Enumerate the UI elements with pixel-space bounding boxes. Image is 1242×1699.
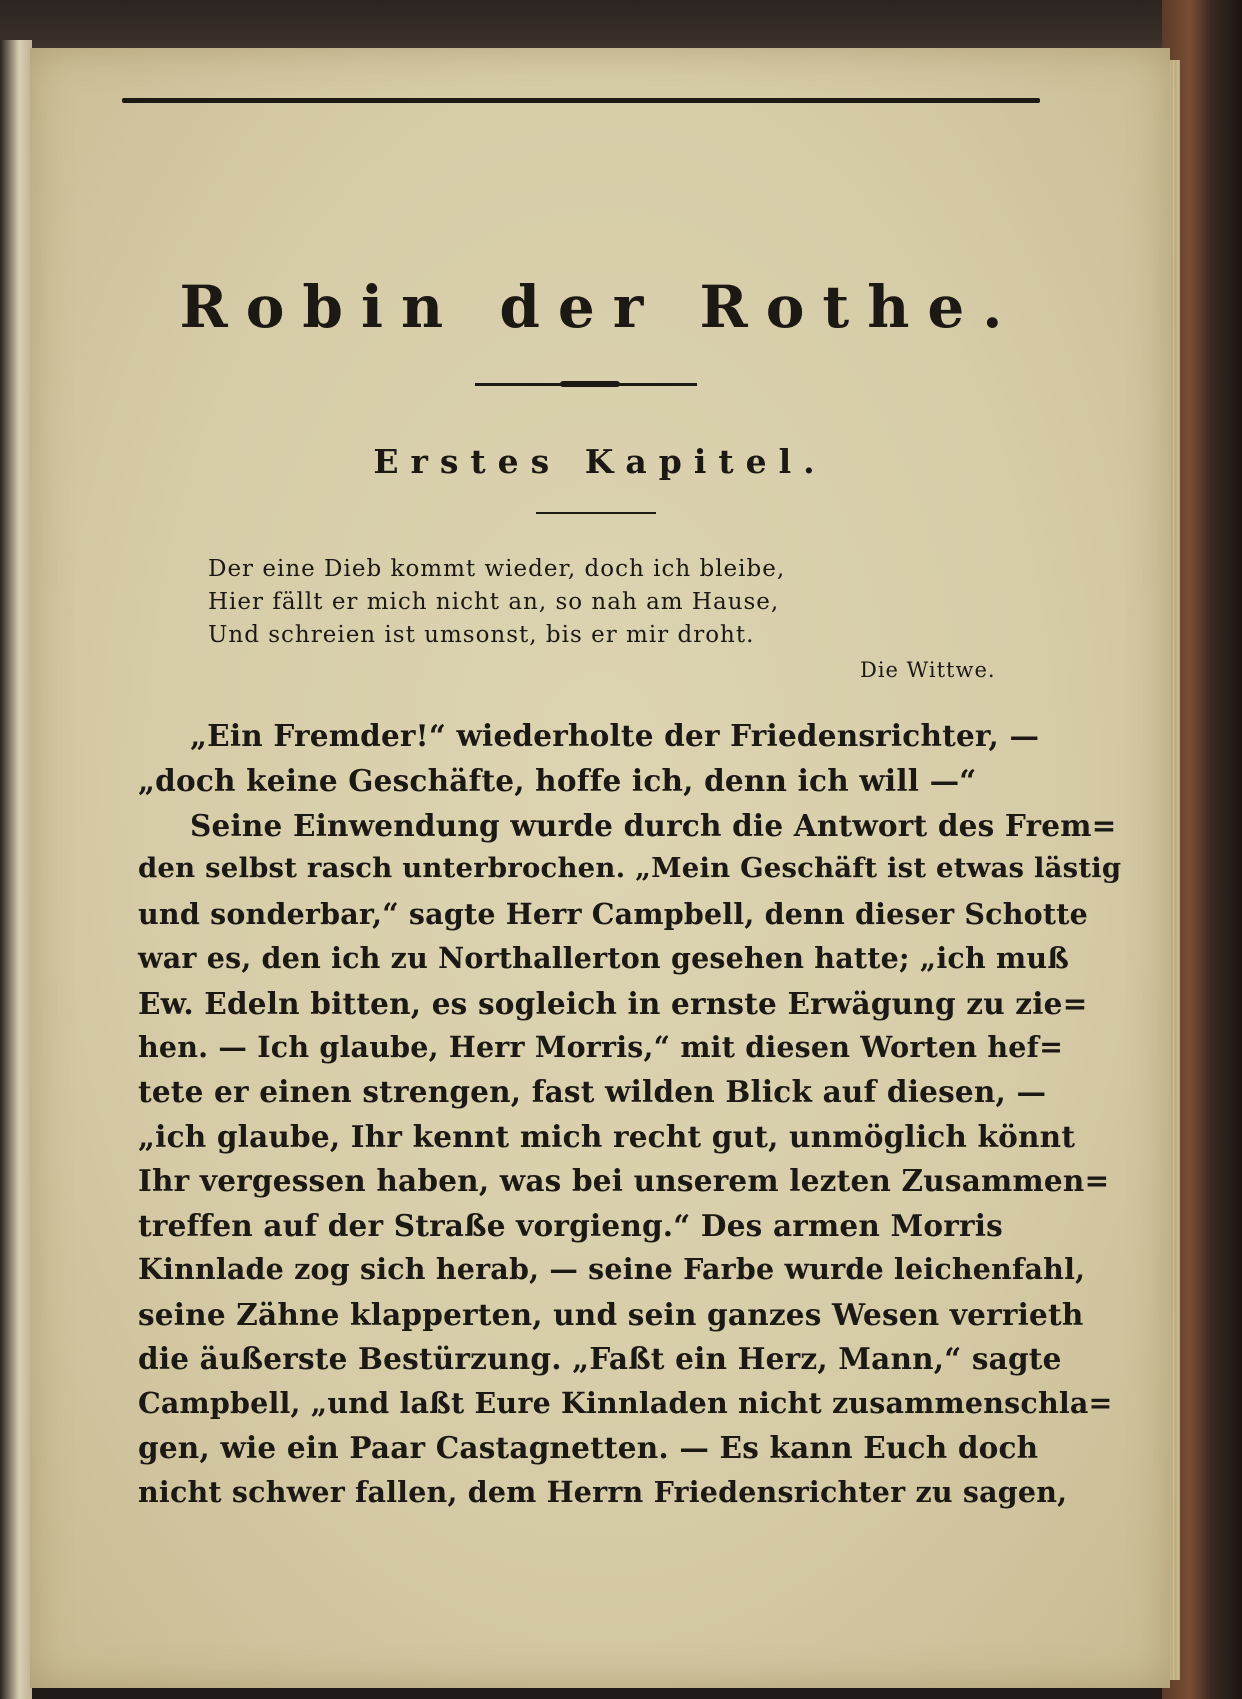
title-divider-ornament xyxy=(560,381,620,387)
chapter-divider xyxy=(536,512,656,514)
body-line: den selbst rasch unterbrochen. „Mein Geschäft ist etwas lästig xyxy=(138,852,1122,884)
body-line: die äußerste Bestürzung. „Faßt ein Herz, Mann,“ sagte xyxy=(138,1341,1062,1376)
body-line: „doch keine Geschäfte, hoffe ich, denn ich will —“ xyxy=(138,763,977,798)
body-line: hen. — Ich glaube, Herr Morris,“ mit diesen Worten hef= xyxy=(138,1030,1064,1064)
book-binding xyxy=(0,40,32,1699)
chapter-heading: Erstes Kapitel. xyxy=(373,442,827,481)
header-rule xyxy=(122,98,1040,103)
body-line: treffen auf der Straße vorgieng.“ Des armen Morris xyxy=(138,1208,1003,1243)
body-line: Campbell, „und laßt Eure Kinnladen nicht zusammenschla= xyxy=(138,1386,1113,1420)
body-line: „ich glaube, Ihr kennt mich recht gut, unmöglich könnt xyxy=(138,1119,1076,1154)
body-line: Ihr vergessen haben, was bei unserem lezten Zusammen= xyxy=(138,1163,1110,1198)
page-title: Robin der Rothe. xyxy=(179,273,1021,341)
body-line: „Ein Fremder!“ wiederholte der Friedensrichter, — xyxy=(190,718,1040,753)
book-page xyxy=(30,48,1170,1688)
motto-line: Der eine Dieb kommt wieder, doch ich bleibe, xyxy=(208,556,786,582)
body-line: Seine Einwendung wurde durch die Antwort des Frem= xyxy=(190,808,1117,843)
body-line: seine Zähne klapperten, und sein ganzes Wesen verrieth xyxy=(138,1297,1084,1332)
motto-line: Und schreien ist umsonst, bis er mir droht. xyxy=(208,622,755,648)
motto-source: Die Wittwe. xyxy=(860,658,996,682)
motto-line: Hier fällt er mich nicht an, so nah am Hause, xyxy=(208,589,780,615)
body-line: tete er einen strengen, fast wilden Blick auf diesen, — xyxy=(138,1074,1047,1109)
body-line: und sonderbar,“ sagte Herr Campbell, denn dieser Schotte xyxy=(138,897,1088,931)
body-line: nicht schwer fallen, dem Herrn Friedensrichter zu sagen, xyxy=(138,1475,1068,1509)
body-line: war es, den ich zu Northallerton gesehen hatte; „ich muß xyxy=(138,941,1070,975)
body-line: gen, wie ein Paar Castagnetten. — Es kann Euch doch xyxy=(138,1430,1039,1465)
body-line: Kinnlade zog sich herab, — seine Farbe wurde leichenfahl, xyxy=(138,1252,1086,1286)
body-line: Ew. Edeln bitten, es sogleich in ernste Erwägung zu zie= xyxy=(138,986,1088,1021)
